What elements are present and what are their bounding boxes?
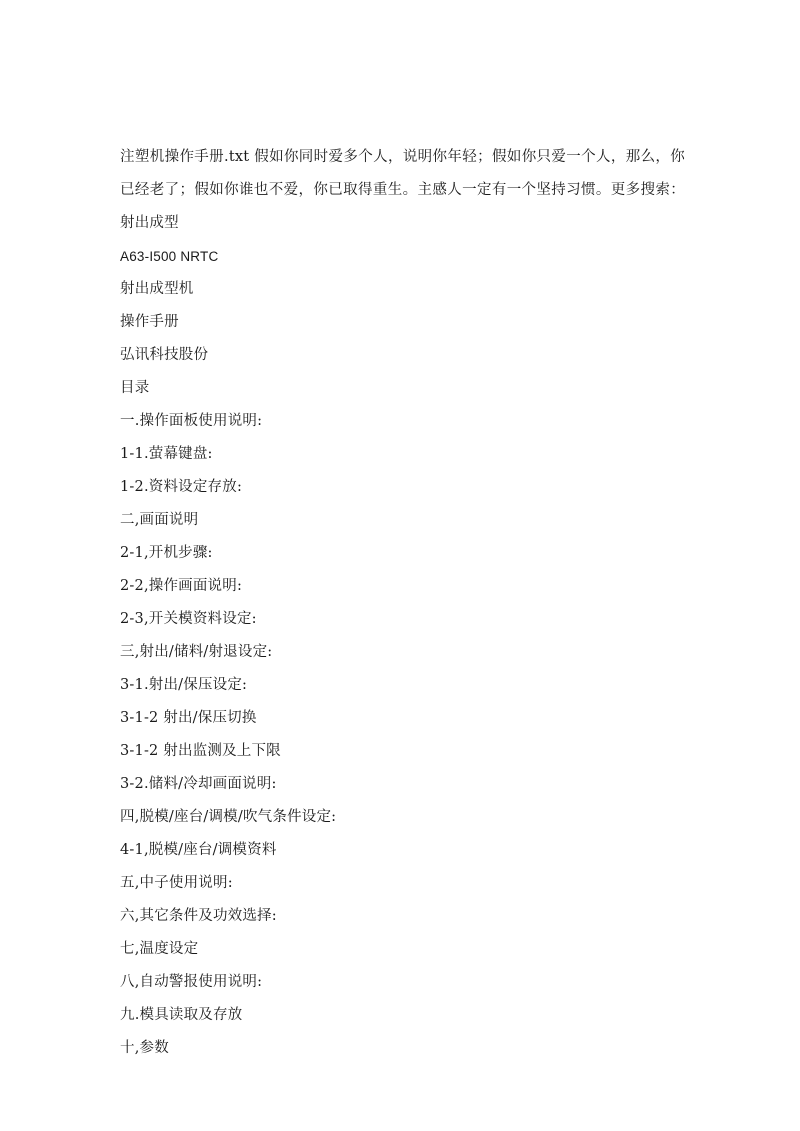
toc-heading: 目录 [120,380,150,396]
toc-item: 三,射出/储料/射退设定: [120,644,273,660]
toc-item: 二,画面说明 [120,512,199,528]
toc-item: 3-2.储料/冷却画面说明: [120,776,277,792]
toc-item: 九.模具读取及存放 [120,1007,243,1023]
toc-item: 2-3,开关模资料设定: [120,611,257,627]
toc-item: 3-1.射出/保压设定: [120,677,248,693]
toc-item: 八,自动警报使用说明: [120,974,263,990]
toc-item: 四,脱模/座台/调模/吹气条件设定: [120,809,337,825]
toc-item: 六,其它条件及功效选择: [120,908,277,924]
toc-item: 4-1,脱模/座台/调模资料 [120,842,277,858]
toc-item: 2-1,开机步骤: [120,545,213,561]
title-line: 射出成型机 [120,281,194,297]
toc-item: 1-1.萤幕键盘: [120,446,213,462]
toc-item: 2-2,操作画面说明: [120,578,243,594]
intro-paragraph: 注塑机操作手册.txt 假如你同时爱多个人，说明你年轻；假如你只爱一个人，那么，你已经老了；假如你谁也不爱，你已取得重生。主感人一定有一个坚持习惯。更多搜索：射出成型 [120,149,685,231]
toc-item: 一.操作面板使用说明: [120,413,263,429]
toc-item: 3-1-2 射出/保压切换 [120,710,257,726]
toc-item: 五,中子使用说明: [120,875,233,891]
toc-item: 1-2.资料设定存放: [120,479,243,495]
toc-item: 七,温度设定 [120,941,199,957]
model-number: A63-I500 NRTC [120,249,219,264]
title-line: 弘讯科技股份 [120,347,209,363]
title-line: 操作手册 [120,314,179,330]
toc-item: 十,参数 [120,1040,169,1056]
document-body [120,141,685,1065]
toc-item: 3-1-2 射出监测及上下限 [120,743,281,759]
